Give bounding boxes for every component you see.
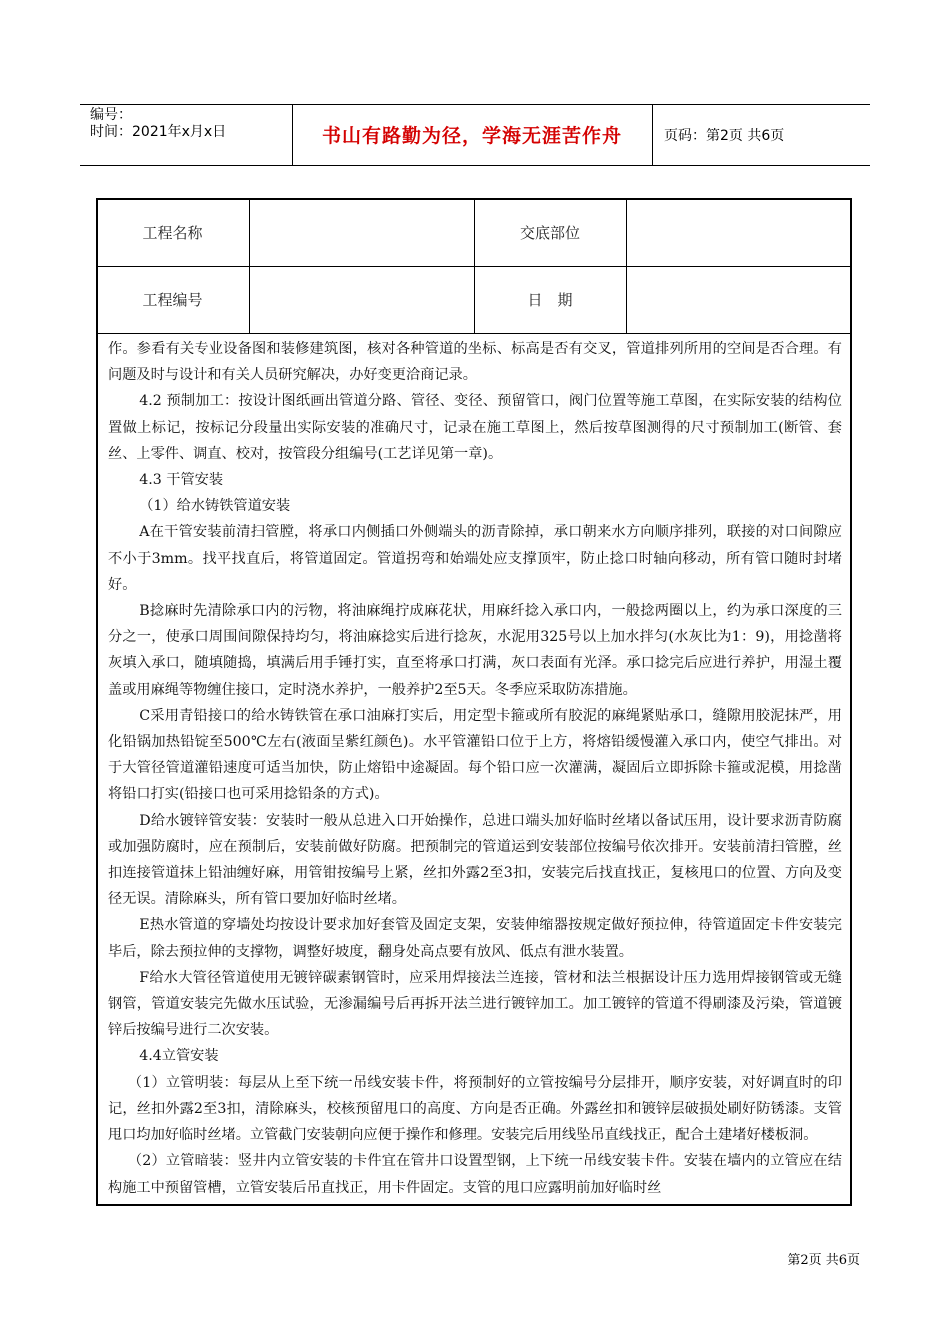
paragraph: E热水管道的穿墙处均按设计要求加好套管及固定支架，安装伸缩器按规定做好预拉伸，待管道固定卡件安装完毕后，除去预拉伸的支撑物，调整好坡度，翻身处高点要有放风、低点有泄水装置。 xyxy=(108,917,842,960)
paragraph: B捻麻时先清除承口内的污物，将油麻绳拧成麻花状，用麻纤捻入承口内，一般捻两圈以上，约为承口深度的三分之一，使承口周围间隙保持均匀，将油麻捻实后进行捻灰，水泥用325号以上加水拌匀(水灰比为1：9)，用捻凿将灰填入承口，随填随捣，填满后用手锤打实，直至将承口打满，灰口表面有光泽。承口捻完后应进行养护，用湿土覆盖或用麻绳等物缠住接口，定时浇水养护，一般养护2至5天。冬季应采取防冻措施。 xyxy=(108,603,842,698)
paragraph: （1）立管明装：每层从上至下统一吊线安装卡件，将预制好的立管按编号分层排开，顺序安装，对好调直时的印记，丝扣外露2至3扣，清除麻头，校核预留甩口的高度、方向是否正确。外露丝扣和镀锌层破损处刷好防锈漆。支管甩口均加好临时丝堵。立管截门安装朝向应便于操作和修理。安装完后用线坠吊直线找正，配合土建堵好楼板洞。 xyxy=(108,1074,842,1144)
footer-page-number: 第2页 共6页 xyxy=(787,1253,860,1268)
header-meta xyxy=(90,107,290,141)
date-label: 日 期 xyxy=(527,291,573,309)
project-name-value xyxy=(249,198,474,266)
section-heading: 4.4立管安装 xyxy=(139,1048,219,1065)
document-header xyxy=(80,104,870,166)
header-page-number: 页码：第2页 共6页 xyxy=(664,128,785,144)
paragraph: 4.2 预制加工：按设计图纸画出管道分路、管径、变径、预留管口，阀门位置等施工草图，在实际安装的结构位置做上标记，按标记分段量出实际安装的准确尺寸，记录在施工草图上，然后按草图测得的尺寸预制加工(断管、套丝、上零件、调直、校对，按管段分组编号(工艺详见第一章)。 xyxy=(108,393,842,462)
header-divider xyxy=(652,105,653,165)
paragraph: D给水镀锌管安装：安装时一般从总进入口开始操作，总进口端头加好临时丝堵以备试压用，设计要求沥青防腐或加强防腐时，应在预制后，安装前做好防腐。把预制完的管道运到安装部位按编号依次排开。安装前清扫管膛，丝扣连接管道抹上铅油缠好麻，用管钳按编号上紧，丝扣外露2至3扣，安装完后找直找正，复核甩口的位置、方向及变径无误。清除麻头，所有管口要加好临时丝堵。 xyxy=(108,812,842,908)
paragraph: C采用青铅接口的给水铸铁管在承口油麻打实后，用定型卡箍或所有胶泥的麻绳紧贴承口，缝隙用胶泥抹严，用化铅锅加热铅锭至500℃左右(液面呈紫红颜色)。水平管灌铅口位于上方，将熔铅缓慢灌入承口内，使空气排出。对于大管径管道灌铅速度可适当加快，防止熔铅中途凝固。每个铅口应一次灌满，凝固后立即拆除卡箍或泥模，用捻凿将铅口打实(铅接口也可采用捻铅条的方式)。 xyxy=(108,707,842,803)
document-time: 时间：2021年x月x日 xyxy=(90,124,227,140)
handover-part-value xyxy=(626,198,852,266)
project-name-label: 工程名称 xyxy=(142,223,203,242)
section-heading: 4.3 干管安装 xyxy=(139,472,224,489)
paragraph: （2）立管暗装：竖井内立管安装的卡件宜在管井口设置型钢，上下统一吊线安装卡件。安装在墙内的立管应在结构施工中预留管槽，立管安装后吊直找正，用卡件固定。支管的甩口应露明前加好临时丝 xyxy=(108,1153,842,1196)
paragraph: F给水大管径管道使用无镀锌碳素钢管时，应采用焊接法兰连接，管材和法兰根据设计压力选用焊接钢管或无缝钢管，管道安装完先做水压试验，无渗漏编号后再拆开法兰进行镀锌加工。加工镀锌的管道不得刷漆及污染，管道镀锌后按编号进行二次安装。 xyxy=(108,969,842,1039)
handover-content xyxy=(108,336,842,1201)
paragraph: 作。参看有关专业设备图和装修建筑图，核对各种管道的坐标、标高是否有交叉，管道排列所用的空间是否合理。有问题及时与设计和有关人员研究解决，办好变更洽商记录。 xyxy=(108,341,842,384)
date-value xyxy=(626,266,852,333)
handover-part-label: 交底部位 xyxy=(519,223,580,242)
subsection-heading: （1）给水铸铁管道安装 xyxy=(139,498,291,515)
header-motto: 书山有路勤为径，学海无涯苦作舟 xyxy=(321,125,622,147)
paragraph: A在干管安装前清扫管膛，将承口内侧插口外侧端头的沥青除掉，承口朝来水方向顺序排列，联接的对口间隙应不小于3mm。找平找直后，将管道固定。管道拐弯和始端处应支撑顶牢，防止捻口时轴向移动，所有管口随时封堵好。 xyxy=(108,524,842,593)
project-number-value xyxy=(249,266,474,333)
project-number-label: 工程编号 xyxy=(142,291,203,309)
document-number: 编号： xyxy=(90,107,132,123)
table-row-divider xyxy=(96,333,852,334)
